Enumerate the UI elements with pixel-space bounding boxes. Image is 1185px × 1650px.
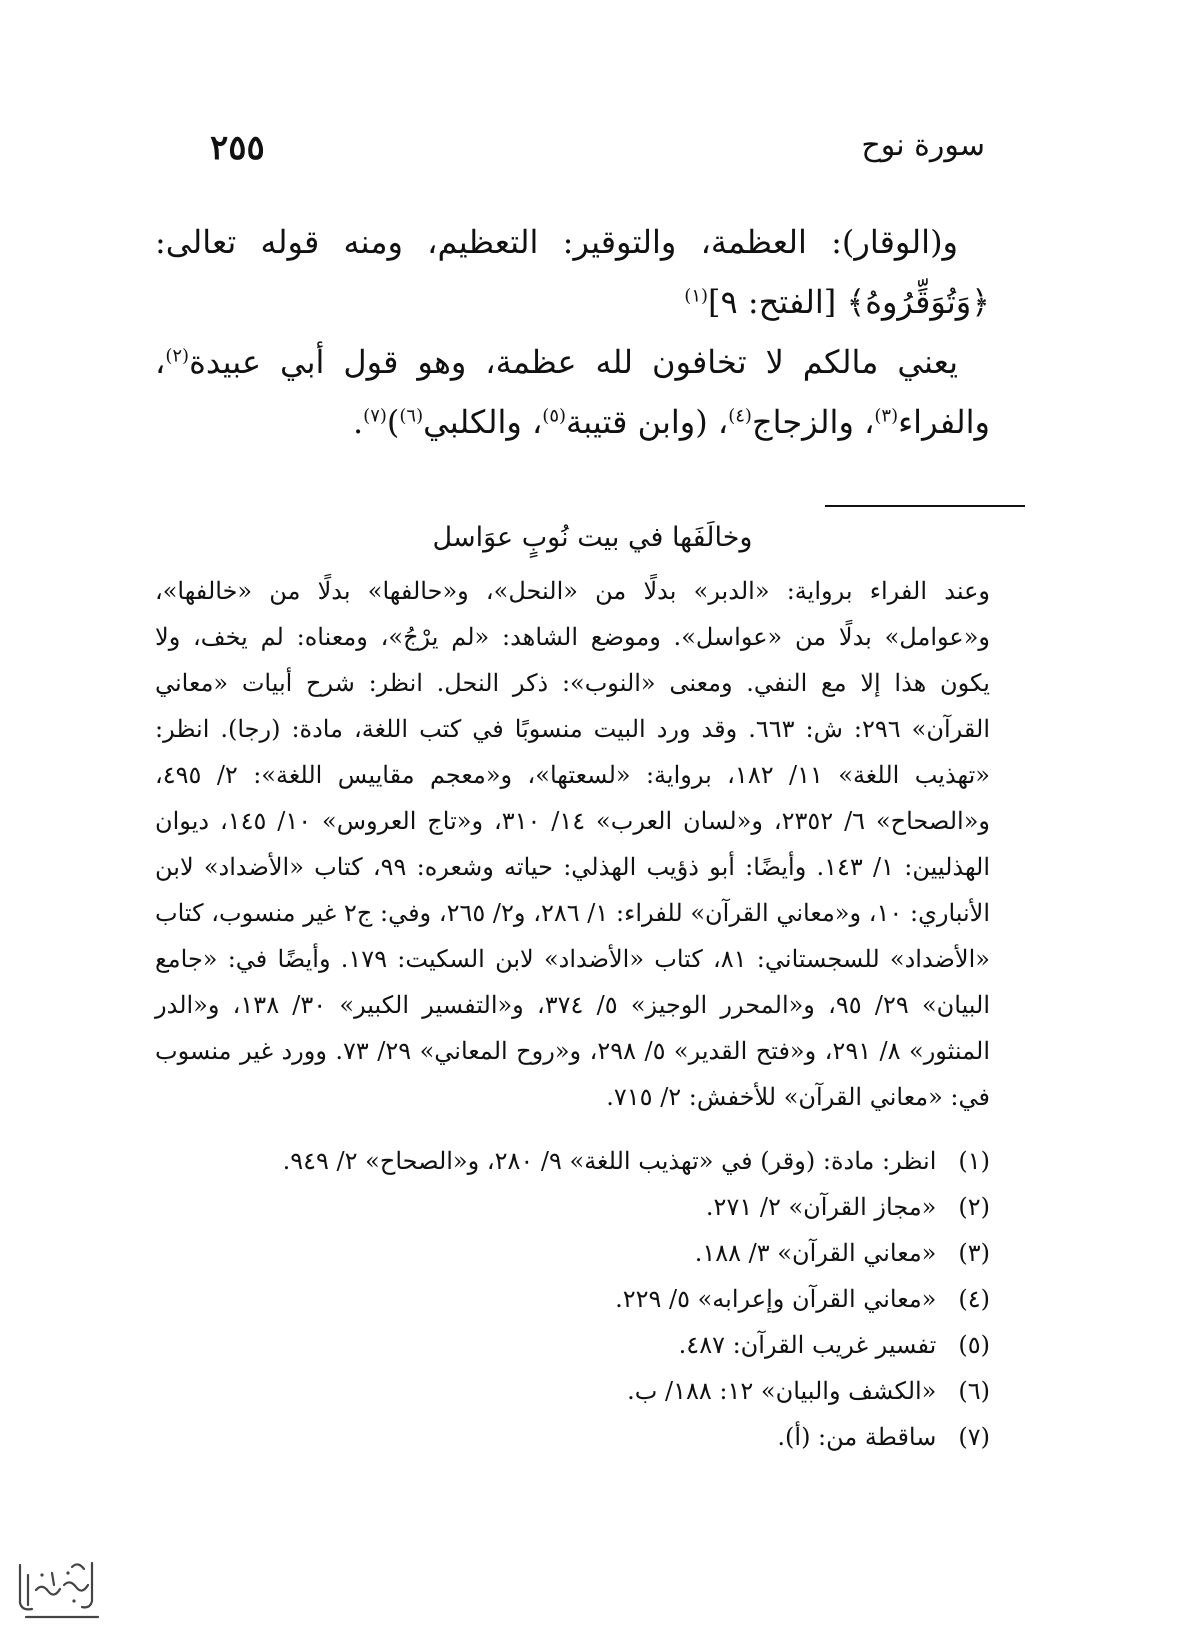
footnote-ref: (٥)	[542, 405, 567, 427]
footnote-number: (٣)	[958, 1239, 990, 1267]
footnote-text: تفسير غريب القرآن: ٤٨٧.	[678, 1331, 937, 1359]
footnote-number: (٢)	[958, 1193, 990, 1221]
footnote-text: ساقطة من: (أ).	[777, 1423, 937, 1451]
paragraph-2-segment: ، والزجاج	[751, 403, 875, 441]
footnote-item	[155, 1368, 990, 1414]
paragraph-2-segment: ، والفراء	[155, 343, 990, 441]
footnote-continuation-text: وعند الفراء برواية: «الدبر» بدلًا من «النحل»، و«حالفها» بدلًا من «خالفها»، و«عوامل» بدلًا من «عواسل». وموضع الشاهد: «لم يرْجُ»، ومعناه: لم يخف، ولا يكون هذا إلا مع النفي. ومعنى «النوب»: ذكر النحل. انظر: شرح أبيات «معاني القرآن» ٢٩٦: ش: ٦٦٣. وقد ورد البيت منسوبًا في كتب اللغة، مادة: (رجا). انظر: «تهذيب اللغة» ١١/ ١٨٢، برواية: «لسعتها»، و«معجم مقاييس اللغة»: ٢/ ٤٩٥، و«الصحاح» ٦/ ٢٣٥٢، و«لسان العرب» ١٤/ ٣١٠، و«تاج العروس» ١٠/ ١٤٥، ديوان الهذليين: ١/ ١٤٣. وأيضًا: أبو ذؤيب الهذلي: حياته وشعره: ٩٩، كتاب «الأضداد» لابن الأنباري: ١٠، و«معاني القرآن» للفراء: ١/ ٢٨٦، و٢/ ٢٦٥، وفي: ج٢ غير منسوب، كتاب «الأضداد» للسجستاني: ٨١، كتاب «الأضداد» لابن السكيت: ١٧٩. وأيضًا في: «جامع البيان» ٢٩/ ٩٥، و«المحرر الوجيز» ٥/ ٣٧٤، و«التفسير الكبير» ٣٠/ ١٣٨، و«الدر المنثور» ٨/ ٢٩١، و«فتح القدير» ٥/ ٢٩٨، و«روح المعاني» ٢٩/ ٧٣. وورد غير منسوب في: «معاني القرآن» للأخفش: ٢/ ٧١٥.	[155, 577, 991, 1111]
paragraph-2-segment: ، (وابن قتيبة	[566, 403, 729, 441]
footnote-item	[155, 1230, 990, 1276]
footnote-text: «الكشف والبيان» ١٢: ١٨٨/ ب.	[627, 1377, 937, 1405]
footnote-divider	[825, 505, 1025, 507]
page-header	[210, 128, 985, 176]
watermark-logo-icon	[12, 1545, 107, 1630]
footnote-ref: (٣)	[874, 405, 899, 427]
footnote-item	[155, 1414, 990, 1460]
paragraph-1	[155, 212, 990, 332]
footnote-ref: (٧)	[363, 405, 387, 427]
surah-title: سورة نوح	[861, 128, 985, 163]
poetry-verse: وخالَفَها في بيت نُوبٍ عوَاسل	[432, 522, 753, 553]
footnote-number: (٦)	[958, 1377, 990, 1405]
paragraph-1-text: و(الوقار): العظمة، والتوقير: التعظيم، ومنه قوله تعالى: ﴿وَتُوَقِّرُوهُ﴾ [الفتح: ٩]	[155, 223, 990, 321]
footnote-text: «معاني القرآن» ٣/ ١٨٨.	[694, 1239, 937, 1267]
footnote-ref: (١)	[684, 285, 709, 307]
footnote-number: (٧)	[958, 1423, 990, 1451]
paragraph-2-segment: .	[352, 403, 364, 441]
paragraph-2	[155, 332, 990, 452]
footnote-number: (١)	[958, 1147, 990, 1175]
footnote-text: انظر: مادة: (وقر) في «تهذيب اللغة» ٩/ ٢٨٠، و«الصحاح» ٢/ ٩٤٩.	[282, 1147, 937, 1175]
footnote-ref: (٦)	[399, 405, 424, 427]
footnote-ref: (٤)	[728, 405, 752, 427]
paragraph-2-segment: ، والكلبي	[423, 403, 543, 441]
footnote-item	[155, 1322, 990, 1368]
footnote-list	[155, 1138, 990, 1460]
footnote-item	[155, 1184, 990, 1230]
footnote-item	[155, 1276, 990, 1322]
footnote-item	[155, 1138, 990, 1184]
footnote-number: (٤)	[958, 1285, 990, 1313]
paragraph-2-segment: )	[386, 403, 400, 441]
footnote-number: (٥)	[958, 1331, 990, 1359]
footnote-ref: (٢)	[165, 345, 190, 367]
footnote-text: «معاني القرآن وإعرابه» ٥/ ٢٢٩.	[615, 1285, 937, 1313]
main-text	[155, 212, 990, 452]
paragraph-2-segment: يعني مالكم لا تخافون لله عظمة، وهو قول أبي عبيدة	[189, 343, 958, 381]
footnote-continuation	[155, 568, 990, 1120]
page-number: ٢٥٥	[210, 128, 265, 168]
footnote-text: «مجاز القرآن» ٢/ ٢٧١.	[705, 1193, 937, 1221]
